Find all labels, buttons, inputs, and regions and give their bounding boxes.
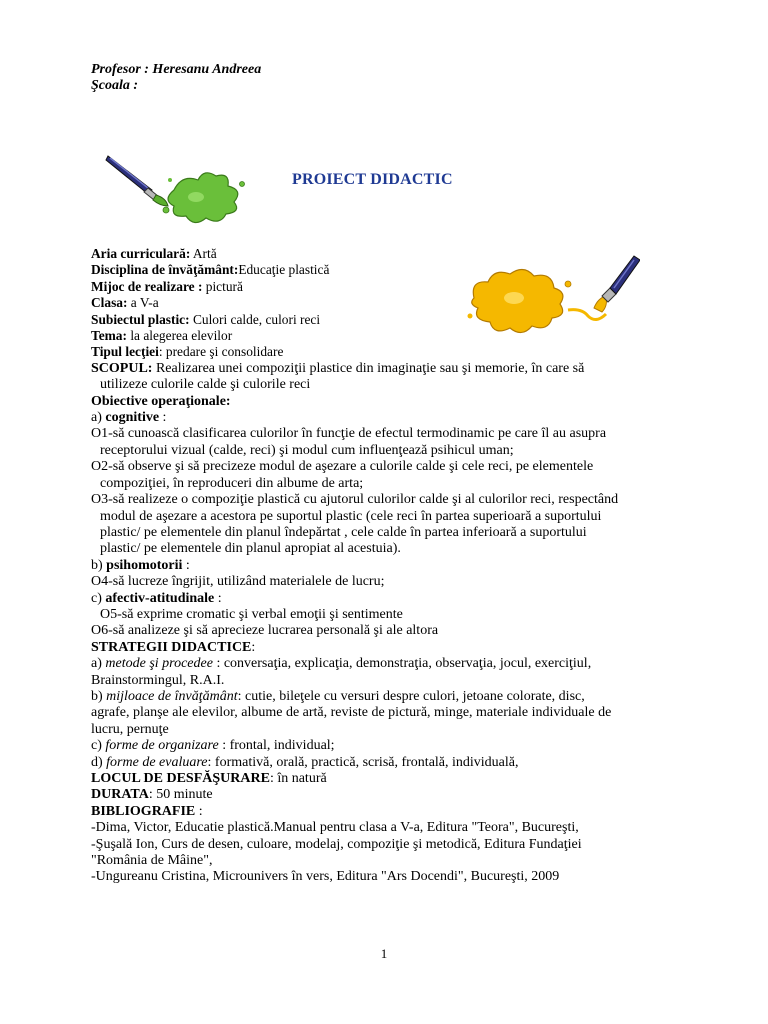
scopul-label: SCOPUL: [91, 360, 153, 376]
strategies-c [91, 738, 691, 754]
strategies-b-text: : cutie, bileţele cu versuri despre culori, jetoane colorate, disc, [237, 688, 585, 704]
tema-label: Tema: [91, 328, 127, 344]
strategies-c-label: forme de organizare [105, 738, 219, 754]
strategies-d-prefix: d) [91, 754, 107, 770]
strategies-d [91, 755, 691, 771]
objective-o4: O4-să lucreze îngrijit, utilizând materialele de lucru; [91, 574, 385, 590]
objectives-heading-text: Obiective operaţionale: [91, 393, 231, 409]
mijloc-label: Mijoc de realizare : [91, 278, 203, 294]
strategies-b-text-cont-2: lucru, pernuţe [91, 721, 169, 737]
aria-value: Artă [190, 246, 217, 261]
strategies-a-prefix: a) [91, 656, 106, 672]
objective-o3-cont-3: plastic/ pe elementele din planul apropiat al acestuia). [100, 541, 401, 557]
strategies-b-label: mijloace de învăţământ [106, 688, 238, 704]
objectives-heading [91, 394, 691, 410]
objectives-b-label: psihomotorii [106, 557, 183, 573]
clasa-value: a V-a [127, 295, 159, 311]
tipul-value: : predare şi consolidare [158, 344, 284, 360]
aria-label: Aria curriculară: [91, 246, 191, 261]
bibliography-entry-1: -Dima, Victor, Educatie plastică.Manual pentru clasa a V-a, Editura "Teora", Bucureşti, [91, 820, 579, 836]
strategies-heading-suffix: : [251, 639, 256, 655]
subiect-value: Culori calde, culori reci [189, 311, 321, 327]
objective-o5: O5-să exprime cromatic şi verbal emoţii şi sentimente [100, 606, 403, 622]
tema-value: la alegerea elevilor [126, 328, 233, 344]
strategies-b [91, 689, 691, 705]
strategies-heading-text: STRATEGII DIDACTICE [91, 639, 252, 655]
lesson-plan-body [91, 246, 691, 886]
strategies-c-prefix: c) [91, 738, 106, 754]
bibliography-heading-text: BIBLIOGRAFIE [91, 803, 196, 819]
clasa-label: Clasa: [91, 295, 128, 311]
disciplina-line [91, 262, 691, 278]
objective-o3-cont-2: plastic/ pe elementele din planul îndepărtat , cele calde în partea inferioară a suportului [100, 524, 587, 540]
subiect-label: Subiectul plastic: [91, 311, 190, 327]
objective-o1-cont: receptorului vizual (calde, reci) şi modul cum influenţează psihicul uman; [100, 442, 514, 458]
objectives-c-suffix: : [214, 590, 222, 606]
objectives-a-label: cognitive [105, 410, 160, 426]
objectives-b-suffix: : [182, 557, 190, 573]
strategies-a-text: : conversaţia, explicaţia, demonstraţia, observaţia, jocul, exerciţiul, [212, 656, 592, 672]
objectives-a-prefix: a) [91, 410, 106, 426]
tipul-label: Tipul lecţiei [91, 344, 159, 360]
mijloc-line [91, 279, 691, 295]
objective-o6: O6-să analizeze şi să aprecieze lucrarea personală şi ale altora [91, 623, 439, 639]
duration-value: : 50 minute [148, 787, 213, 803]
strategies-d-text: : formativă, orală, practică, scrisă, frontală, individuală, [207, 754, 519, 770]
strategies-a [91, 656, 691, 672]
teacher-name: Profesor : Heresanu Andreea [91, 62, 262, 77]
duration-label: DURATA [91, 787, 149, 803]
bibliography-entry-2-cont: "România de Mâine", [91, 853, 213, 869]
clasa-line [91, 295, 691, 311]
objectives-c [91, 591, 691, 607]
strategies-b-text-cont-1: agrafe, planşe ale elevilor, albume de artă, reviste de pictură, minge, materiale individuale de [91, 705, 612, 721]
location-label: LOCUL DE DESFĂŞURARE [91, 771, 270, 786]
objectives-c-prefix: c) [91, 590, 106, 606]
school-name: Şcoala : [91, 78, 139, 93]
mijloc-value: pictură [202, 278, 243, 294]
strategies-heading [91, 640, 691, 656]
disciplina-label: Disciplina de învăţământ: [91, 262, 239, 278]
objective-o3: O3-să realizeze o compoziţie plastică cu ajutorul culorilor calde şi al culorilor reci, respectând [91, 492, 619, 508]
page-title: PROIECT DIDACTIC [292, 171, 453, 188]
subiect-line [91, 312, 691, 328]
strategies-d-label: forme de evaluare [106, 754, 208, 770]
scopul-value-cont: utilizeze culorile calde şi culorile reci [100, 377, 311, 393]
aria-line [91, 246, 691, 262]
strategies-a-text-cont: Brainstormingul, R.A.I. [91, 672, 225, 688]
scopul-line [91, 361, 691, 377]
bibliography-entry-2: -Şuşală Ion, Curs de desen, culoare, modelaj, compoziţie şi metodică, Editura Fundaţiei [91, 836, 582, 852]
location-line [91, 771, 691, 787]
location-value: : în natură [269, 771, 327, 786]
tema-line [91, 328, 691, 344]
strategies-b-prefix: b) [91, 688, 107, 704]
tipul-line [91, 344, 691, 360]
objectives-c-label: afectiv-atitudinale [105, 590, 215, 606]
objectives-a [91, 410, 691, 426]
paintbrush-green-splash-icon [104, 150, 254, 228]
bibliography-heading [91, 804, 691, 820]
objective-o2: O2-să observe şi să precizeze modul de aşezare a culorile calde şi cele reci, pe elementele [91, 459, 594, 475]
bibliography-heading-suffix: : [195, 803, 203, 819]
objective-o3-cont-1: modul de aşezare a acestora pe suportul plastic (cele reci în partea superioară a suportului [100, 508, 602, 524]
duration-line [91, 787, 691, 803]
strategies-c-text: : frontal, individual; [218, 738, 335, 754]
objective-o2-cont: compoziţiei, în reproduceri din albume de arta; [100, 475, 364, 491]
objectives-a-suffix: : [159, 410, 167, 426]
page-number: 1 [380, 946, 388, 961]
disciplina-value: Educaţie plastică [238, 262, 330, 278]
objective-o1: O1-să cunoască clasificarea culorilor în funcţie de efectul termodinamic pe care îl au asupra [91, 426, 607, 442]
scopul-value: Realizarea unei compoziţii plastice din imaginaţie sau şi memorie, în care să [152, 360, 585, 376]
strategies-a-label: metode şi procedee [105, 656, 213, 672]
objectives-b [91, 558, 691, 574]
objectives-b-prefix: b) [91, 557, 107, 573]
bibliography-entry-3: -Ungureanu Cristina, Microunivers în vers, Editura "Ars Docendi", Bucureşti, 2009 [91, 869, 560, 885]
